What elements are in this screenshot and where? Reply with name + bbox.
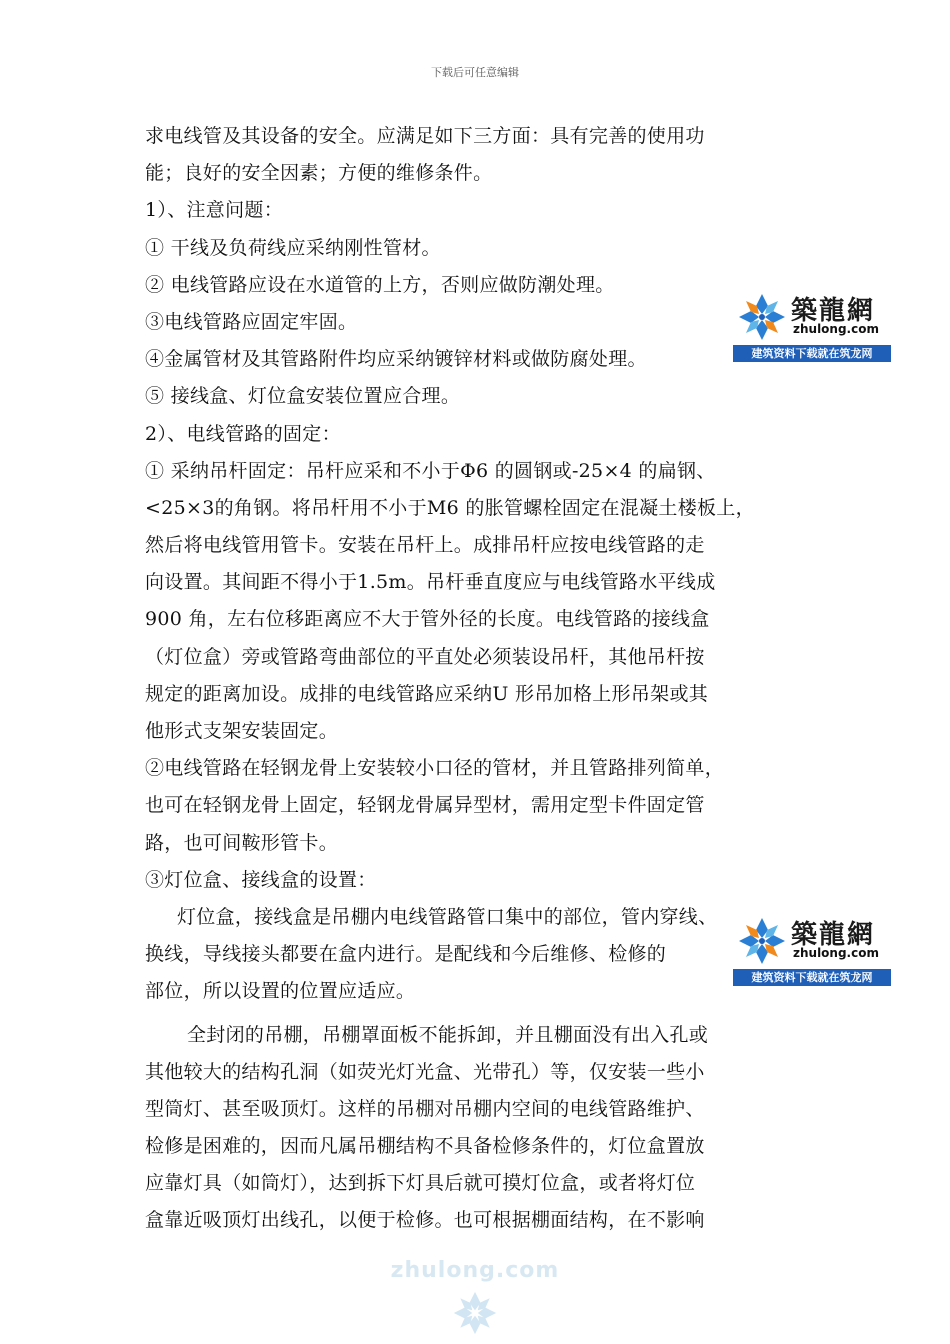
snowflake-logo-icon [737,916,787,966]
logo-domain: zhulong.com [793,322,879,336]
text-line: 能；良好的安全因素；方便的维修条件。 [145,162,493,185]
text-line: 也可在轻钢龙骨上固定，轻钢龙骨属异型材，需用定型卡件固定管 [145,794,705,817]
text-line: 向设置。其间距不得小于1.5m。吊杆垂直度应与电线管路水平线成 [145,571,716,594]
text-line: （灯位盒）旁或管路弯曲部位的平直处必须装设吊杆，其他吊杆按 [145,645,705,668]
watermark-snowflake-icon [452,1290,498,1336]
text-line: ① 采纳吊杆固定：吊杆应采和不小于Φ6 的圆钢或-25×4 的扁钢、 [145,459,716,482]
text-line: ① 干线及负荷线应采纳刚性管材。 [145,236,441,259]
text-line: 1）、注意问题： [145,199,283,222]
text-line: 他形式支架安装固定。 [145,720,339,742]
text-line: 部位，所以设置的位置应适应。 [145,980,416,1003]
text-line: 然后将电线管用管卡。安装在吊杆上。成排吊杆应按电线管路的走 [145,534,705,557]
logo-slogan: 建筑资料下载就在筑龙网 [733,345,891,362]
text-line: 型筒灯、甚至吸顶灯。这样的吊棚对吊棚内空间的电线管路维护、 [145,1097,705,1120]
text-line: 盒靠近吸顶灯出线孔，以便于检修。也可根据棚面结构，在不影响 [145,1209,705,1232]
logo-domain: zhulong.com [793,946,879,960]
text-line: 路，也可间鞍形管卡。 [145,831,339,854]
text-line: 2）、电线管路的固定： [145,422,341,445]
text-line: ②电线管路在轻钢龙骨上安装较小口径的管材，并且管路排列简单， [145,757,725,780]
text-line: 规定的距离加设。成排的电线管路应采纳U 形吊加格上形吊架或其 [145,682,709,705]
text-line: ⑤ 接线盒、灯位盒安装位置应合理。 [145,385,461,408]
text-line: 灯位盒，接线盒是吊棚内电线管路管口集中的部位，管内穿线、 [177,905,718,928]
text-line: ③灯位盒、接线盒的设置： [145,868,377,891]
text-line: <25×3的角钢。将吊杆用不小于M6 的胀管螺栓固定在混凝土楼板上， [145,496,755,519]
text-line: ④金属管材及其管路附件均应采纳镀锌材料或做防腐处理。 [145,348,647,371]
zhulong-logo [733,288,891,362]
zhulong-logo [733,912,891,986]
text-line: 其他较大的结构孔洞（如荧光灯光盒、光带孔）等，仅安装一些小 [145,1060,705,1083]
logo-name: 築龍網 [791,296,876,326]
text-line: 求电线管及其设备的安全。应满足如下三方面：具有完善的使用功 [145,125,705,147]
text-line: ③电线管路应固定牢固。 [145,310,358,333]
text-line: 900 角，左右位移距离应不大于管外径的长度。电线管路的接线盒 [145,608,710,631]
snowflake-logo-icon [737,292,787,342]
logo-name: 築龍網 [791,920,876,950]
logo-slogan: 建筑资料下载就在筑龙网 [733,969,891,986]
document-body [145,118,815,1240]
text-line: 应靠灯具（如筒灯），达到拆下灯具后就可摸灯位盒，或者将灯位 [145,1172,696,1195]
watermark-text: zhulong.com [390,1258,560,1283]
text-line: 换线，导线接头都要在盒内进行。是配线和今后维修、检修的 [145,943,667,966]
text-line: 检修是困难的，因而凡属吊棚结构不具备检修条件的，灯位盒置放 [145,1135,705,1158]
text-line: ② 电线管路应设在水道管的上方，否则应做防潮处理。 [145,273,615,296]
page-header: 下载后可任意编辑 [431,66,519,79]
text-line: 全封闭的吊棚，吊棚罩面板不能拆卸，并且棚面没有出入孔或 [187,1023,709,1046]
